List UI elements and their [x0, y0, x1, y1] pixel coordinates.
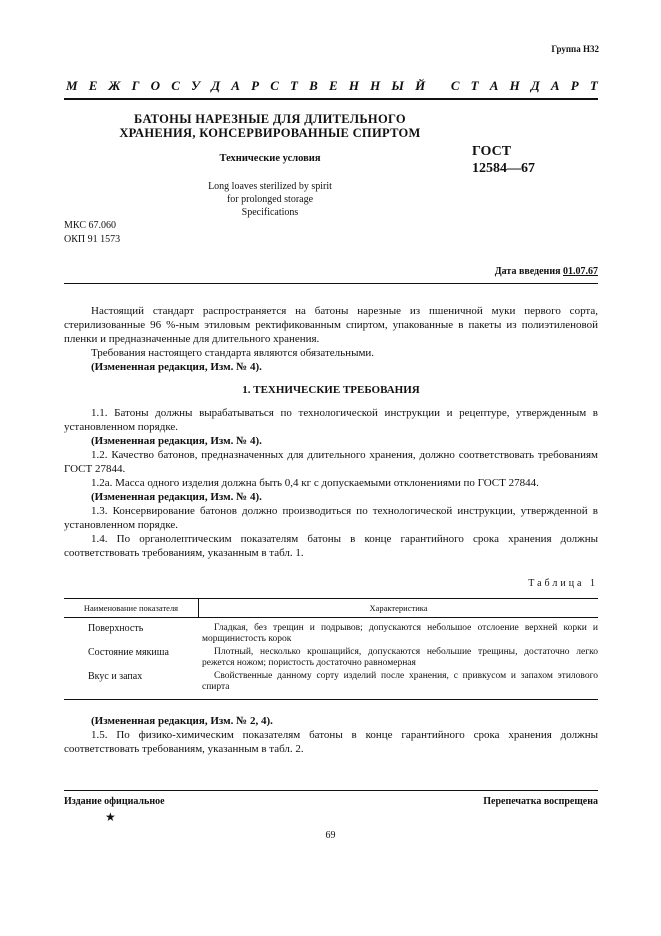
okp-code: ОКП 91 1573 — [64, 234, 121, 245]
header-rule — [64, 98, 598, 100]
interstate-standard-heading — [66, 78, 598, 94]
group-code: Группа Н32 — [551, 44, 599, 54]
heading-letter: Н — [509, 78, 520, 93]
heading-letter: Д — [530, 78, 540, 93]
table-header — [64, 598, 598, 618]
heading-letter: Р — [570, 78, 579, 93]
date-rule — [64, 283, 598, 284]
english-line-2: for prolonged storage — [226, 194, 314, 205]
clause-1-5: 1.5. По физико-химическим показателям батоны в конце гарантийного срока хранения должны соответствовать требованиям, указанным в табл. 2. — [64, 729, 598, 755]
gost-designation — [472, 143, 535, 177]
intro-amendment: (Измененная редакция, Изм. № 4). — [91, 361, 262, 373]
heading-letter: Т — [470, 78, 479, 93]
clause-1-4: 1.4. По органолептическим показателям батоны в конце гарантийного срока хранения должны соответствовать требованиям, указанным в табл. 1. — [64, 533, 598, 559]
heading-letter — [436, 78, 439, 94]
section1-block — [64, 406, 598, 560]
after-table-block — [64, 714, 598, 756]
tech-conditions: Технические условия — [219, 153, 321, 164]
intro-paragraph: Настоящий стандарт распространяется на батоны нарезные из пшеничной муки первого сорта, стерилизованные 96 %-ным этиловым ректификованным спиртом, упакованные в пакеты из полиэтиленовой пленки и предназначенные для длительного хранения. — [64, 305, 598, 345]
heading-letter: С — [450, 78, 460, 93]
heading-letter: Ж — [108, 78, 121, 93]
english-line-3: Specifications — [241, 207, 299, 218]
document-title — [100, 112, 440, 140]
heading-letter: Й — [415, 78, 426, 93]
clause-1-2: 1.2. Качество батонов, предназначенных для длительного хранения, должно соответствовать требованиям ГОСТ 27844. — [64, 449, 598, 475]
heading-letter: Н — [348, 78, 359, 93]
english-title — [100, 180, 440, 219]
heading-letter: Т — [290, 78, 298, 93]
heading-letter: Н — [370, 78, 381, 93]
section-heading: 1. ТЕХНИЧЕСКИЕ ТРЕБОВАНИЯ — [242, 384, 420, 396]
heading-letter: Д — [211, 78, 221, 93]
page-number: 69 — [325, 830, 336, 841]
heading-letter: А — [489, 78, 499, 93]
row-name: Вкус и запах — [88, 671, 143, 682]
star-icon: ★ — [105, 810, 116, 824]
clause-1-1: 1.1. Батоны должны вырабатываться по технологической инструкции и рецептуре, утвержденным в установленном порядке. — [64, 407, 598, 433]
date-value: 01.07.67 — [563, 266, 598, 277]
column-header-indicator: Наименование показателя — [64, 599, 199, 617]
row-value: Плотный, несколько крошащийся, допускаются небольшие трещины, достаточно легко режется ножом; пористость достаточно равномерная — [202, 647, 598, 668]
heading-letter: А — [550, 78, 560, 93]
table-bottom-rule — [64, 699, 598, 700]
date-label: Дата введения — [494, 266, 561, 277]
heading-letter: О — [150, 78, 161, 93]
row-value: Гладкая, без трещин и подрывов; допускаются небольшое отслоение верхней корки и морщинистость корок — [202, 623, 598, 644]
heading-letter: В — [309, 78, 318, 93]
table-row — [64, 647, 598, 669]
intro-block — [64, 304, 598, 374]
heading-letter: Е — [328, 78, 338, 93]
heading-letter: С — [270, 78, 279, 93]
row-name: Состояние мякиша — [88, 647, 169, 658]
row-value: Свойственные данному сорту изделий после хранения, с привкусом и запахом этилового спирта — [202, 671, 598, 692]
classification-codes — [64, 219, 120, 247]
heading-letter: У — [191, 78, 201, 93]
row-name: Поверхность — [88, 623, 144, 634]
column-header-characteristic: Характеристика — [369, 603, 428, 613]
clause-1-3: 1.3. Консервирование батонов должно производиться по технологической инструкции, утвержденной в установленном порядке. — [64, 505, 598, 531]
clause-1-1-amendment: (Измененная редакция, Изм. № 4). — [91, 435, 262, 447]
heading-letter: С — [171, 78, 180, 93]
clause-1-2a-amendment: (Измененная редакция, Изм. № 4). — [91, 491, 262, 503]
intro-mandatory: Требования настоящего стандарта являются обязательными. — [91, 347, 375, 359]
reprint-prohibited: Перепечатка воспрещена — [483, 796, 598, 807]
heading-letter: Т — [589, 78, 598, 93]
gost-number: 12584—67 — [472, 161, 535, 176]
heading-letter: Г — [131, 78, 140, 93]
mks-code: МКС 67.060 — [64, 220, 116, 231]
footer-rule — [64, 790, 598, 791]
table-amendment: (Измененная редакция, Изм. № 2, 4). — [91, 715, 273, 727]
introduction-date — [495, 266, 598, 277]
table-row — [64, 671, 598, 693]
heading-letter: Р — [251, 78, 260, 93]
table-caption: Таблица 1 — [528, 578, 598, 589]
table-1 — [64, 598, 598, 700]
heading-letter: Е — [88, 78, 98, 93]
english-line-1: Long loaves sterilized by spirit — [208, 181, 332, 192]
clause-1-2a: 1.2а. Масса одного изделия должна быть 0,4 кг с допускаемыми отклонениями по ГОСТ 27844. — [91, 477, 539, 489]
title-line-2: ХРАНЕНИЯ, КОНСЕРВИРОВАННЫЕ СПИРТОМ — [119, 126, 421, 140]
heading-letter: М — [66, 78, 78, 93]
gost-label: ГОСТ — [472, 144, 512, 159]
official-edition: Издание официальное — [64, 796, 165, 807]
heading-letter: А — [231, 78, 240, 93]
title-line-1: БАТОНЫ НАРЕЗНЫЕ ДЛЯ ДЛИТЕЛЬНОГО — [134, 112, 406, 126]
heading-letter: Ы — [391, 78, 404, 93]
table-row — [64, 623, 598, 645]
